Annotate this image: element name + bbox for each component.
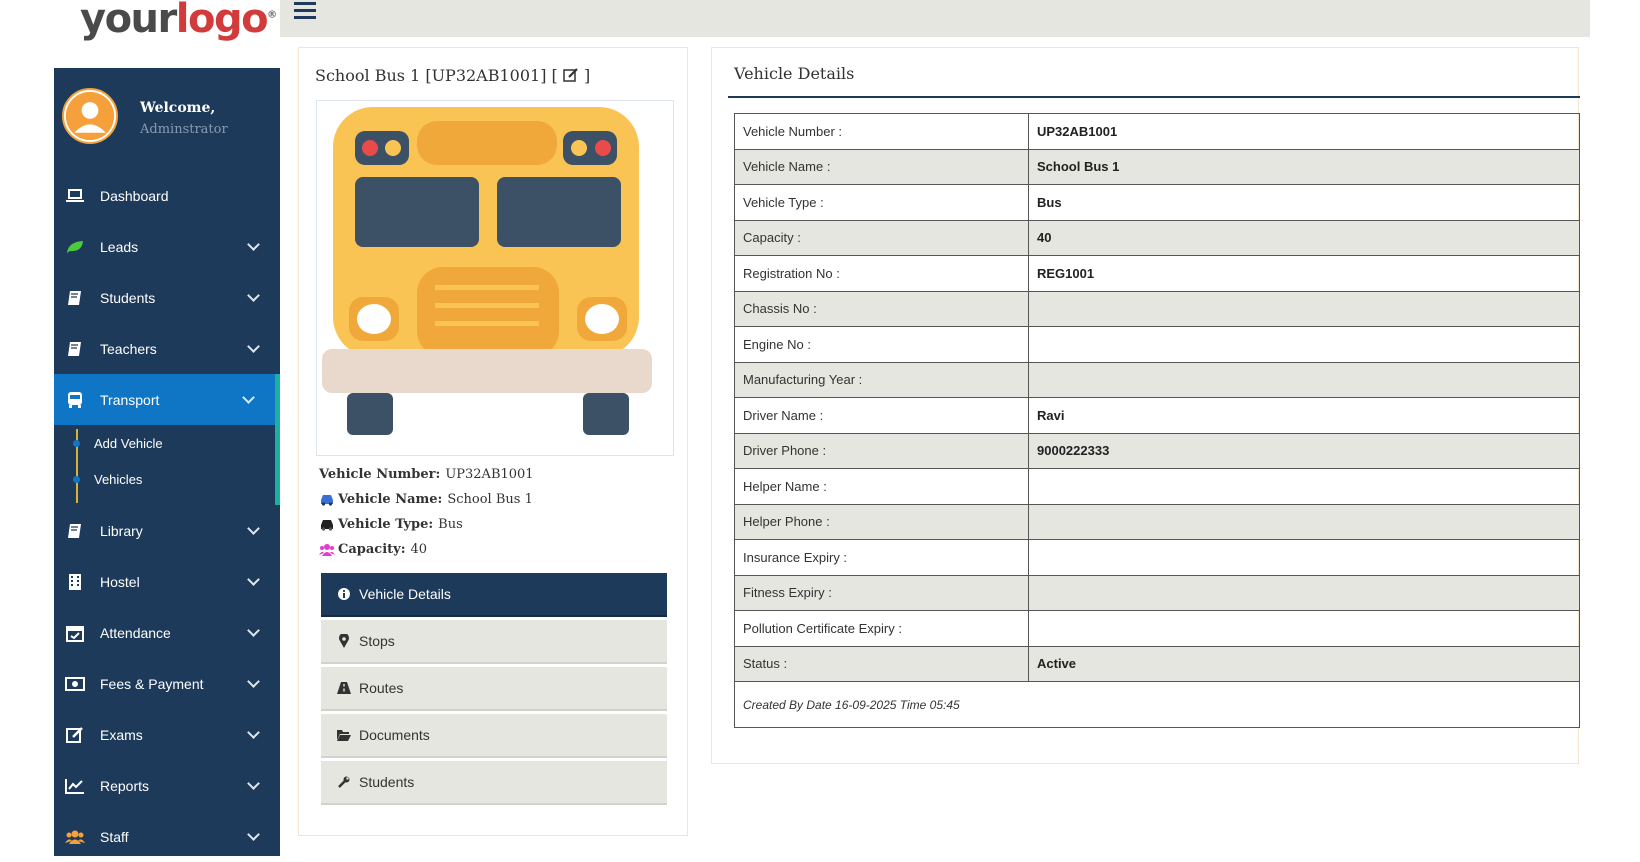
field-value [1029,362,1580,398]
sidebar-item-fees-payment[interactable] [54,658,280,709]
sidebar-item-label: Hostel [100,573,140,590]
top-bar [280,0,1590,37]
sidebar-item-label: Students [100,289,156,306]
car-icon [319,518,335,532]
bullet-dot [73,440,80,447]
field-value: School Bus 1 [1029,149,1580,185]
submenu-label: Vehicles [94,471,143,487]
bus-illustration [317,101,673,455]
table-row [735,504,1580,540]
users-icon [64,828,86,846]
sidebar-item-reports[interactable] [54,760,280,811]
tab-label: Stops [359,633,395,649]
details-heading: Vehicle Details [734,64,855,83]
sidebar [54,68,280,856]
field-value: Bus [1029,185,1580,221]
field-label: Status : [735,646,1029,682]
road-icon [337,681,351,695]
field-label: Vehicle Name : [735,149,1029,185]
submenu-item-vehicles[interactable] [54,461,275,497]
submenu-label: Add Vehicle [94,435,163,451]
map-marker-icon [337,634,351,648]
sidebar-item-label: Fees & Payment [100,675,204,692]
info-vehicle-name [319,487,534,512]
tab-vehicle-details[interactable] [321,573,667,617]
table-row [735,540,1580,576]
info-value: UP32AB1001 [445,467,534,482]
book-icon [64,340,86,358]
logo-text-your: your [80,0,176,42]
sidebar-item-dashboard[interactable] [54,170,280,221]
field-value [1029,575,1580,611]
sidebar-item-leads[interactable] [54,221,280,272]
sidebar-item-label: Teachers [100,340,157,357]
field-value [1029,611,1580,647]
field-label: Insurance Expiry : [735,540,1029,576]
field-label: Chassis No : [735,291,1029,327]
chevron-down-icon [247,522,260,535]
chevron-down-icon [247,726,260,739]
sidebar-item-students[interactable] [54,272,280,323]
money-icon [64,675,86,693]
field-label: Engine No : [735,327,1029,363]
vehicle-title-bracket: ] [583,66,591,85]
info-capacity [319,537,534,562]
chevron-down-icon [247,289,260,302]
table-row [735,185,1580,221]
calendar-check-icon [64,624,86,642]
chart-line-icon [64,777,86,795]
sidebar-item-label: Library [100,522,143,539]
field-label: Pollution Certificate Expiry : [735,611,1029,647]
sidebar-item-label: Reports [100,777,150,794]
info-value: 40 [410,542,428,557]
logo-text-logo: logo [175,0,268,42]
info-vehicle-type [319,512,534,537]
sidebar-item-exams[interactable] [54,709,280,760]
field-value [1029,540,1580,576]
field-label: Driver Phone : [735,433,1029,469]
field-value [1029,291,1580,327]
sidebar-item-library[interactable] [54,505,280,556]
bullet-dot [73,476,80,483]
sidebar-item-label: Transport [100,391,160,408]
chevron-down-icon [242,391,255,404]
vehicle-title [315,66,590,85]
tab-routes[interactable] [321,667,667,711]
brand-logo [80,0,276,46]
vehicle-info-list [319,462,534,562]
field-value [1029,469,1580,505]
wrench-icon [337,775,351,789]
created-by-text: Created By Date 16-09-2025 Time 05:45 [735,682,1580,728]
field-value [1029,504,1580,540]
field-value: REG1001 [1029,256,1580,292]
building-icon [64,573,86,591]
logo-registered-mark: ® [267,9,276,21]
field-label: Driver Name : [735,398,1029,434]
table-row [735,646,1580,682]
menu-toggle-icon[interactable] [294,2,318,20]
info-label: Vehicle Name: [338,492,443,507]
table-row [735,114,1580,150]
vehicle-title-text: School Bus 1 [UP32AB1001] [ [315,66,558,85]
tab-label: Routes [359,680,404,696]
sidebar-item-label: Attendance [100,624,171,641]
sidebar-item-label: Leads [100,238,139,255]
info-label: Capacity: [338,542,406,557]
welcome-text: Welcome, [140,100,216,116]
field-label: Helper Phone : [735,504,1029,540]
sidebar-item-transport[interactable] [54,374,280,425]
book-icon [64,522,86,540]
tab-students[interactable] [321,761,667,805]
chevron-down-icon [247,624,260,637]
sidebar-item-label: Dashboard [100,187,169,204]
vehicle-details-card [711,47,1579,764]
field-value [1029,327,1580,363]
car-icon [319,493,335,507]
field-value: 9000222333 [1029,433,1580,469]
field-label: Helper Name : [735,469,1029,505]
sidebar-item-staff[interactable] [54,811,280,862]
tab-label: Students [359,774,415,790]
leaf-icon [64,238,86,256]
table-row [735,433,1580,469]
chevron-down-icon [247,777,260,790]
tab-label: Vehicle Details [359,586,451,602]
sidebar-item-attendance[interactable] [54,607,280,658]
table-row [735,398,1580,434]
table-row [735,291,1580,327]
sidebar-item-hostel[interactable] [54,556,280,607]
avatar[interactable] [62,88,118,144]
submenu-item-add-vehicle[interactable] [54,425,275,461]
laptop-icon [64,187,86,205]
info-label: Vehicle Type: [338,517,434,532]
chevron-down-icon [247,675,260,688]
tab-stops[interactable] [321,620,667,664]
field-label: Fitness Expiry : [735,575,1029,611]
table-row [735,611,1580,647]
edit-icon [64,726,86,744]
users-icon [319,543,335,557]
table-row [735,469,1580,505]
heading-divider [728,96,1580,98]
table-row [735,256,1580,292]
field-value: Ravi [1029,398,1580,434]
chevron-down-icon [247,238,260,251]
sidebar-item-label: Staff [100,828,129,845]
folder-open-icon [337,728,351,742]
table-row [735,327,1580,363]
vehicle-image [316,100,674,456]
edit-icon[interactable] [563,67,579,81]
info-value: School Bus 1 [447,492,533,507]
info-value: Bus [438,517,463,532]
vehicle-tabs [321,573,667,808]
field-label: Registration No : [735,256,1029,292]
field-label: Vehicle Number : [735,114,1029,150]
field-label: Manufacturing Year : [735,362,1029,398]
book-icon [64,289,86,307]
created-info-row [735,682,1580,728]
user-profile [54,68,280,166]
info-circle-icon [337,587,351,601]
field-label: Vehicle Type : [735,185,1029,221]
vehicle-summary-card [298,47,688,836]
table-row [735,149,1580,185]
table-row [735,575,1580,611]
chevron-down-icon [247,340,260,353]
user-role: Adminstrator [140,122,228,137]
table-row [735,362,1580,398]
bus-icon [64,391,86,409]
info-vehicle-number [319,462,534,487]
sidebar-item-label: Exams [100,726,143,743]
tab-documents[interactable] [321,714,667,758]
chevron-down-icon [247,573,260,586]
field-value: UP32AB1001 [1029,114,1580,150]
field-label: Capacity : [735,220,1029,256]
field-value: Active [1029,646,1580,682]
field-value: 40 [1029,220,1580,256]
vehicle-details-table [734,113,1580,728]
sidebar-item-teachers[interactable] [54,323,280,374]
tab-label: Documents [359,727,430,743]
transport-submenu [54,425,280,505]
table-row [735,220,1580,256]
chevron-down-icon [247,828,260,841]
info-label: Vehicle Number: [319,467,441,482]
